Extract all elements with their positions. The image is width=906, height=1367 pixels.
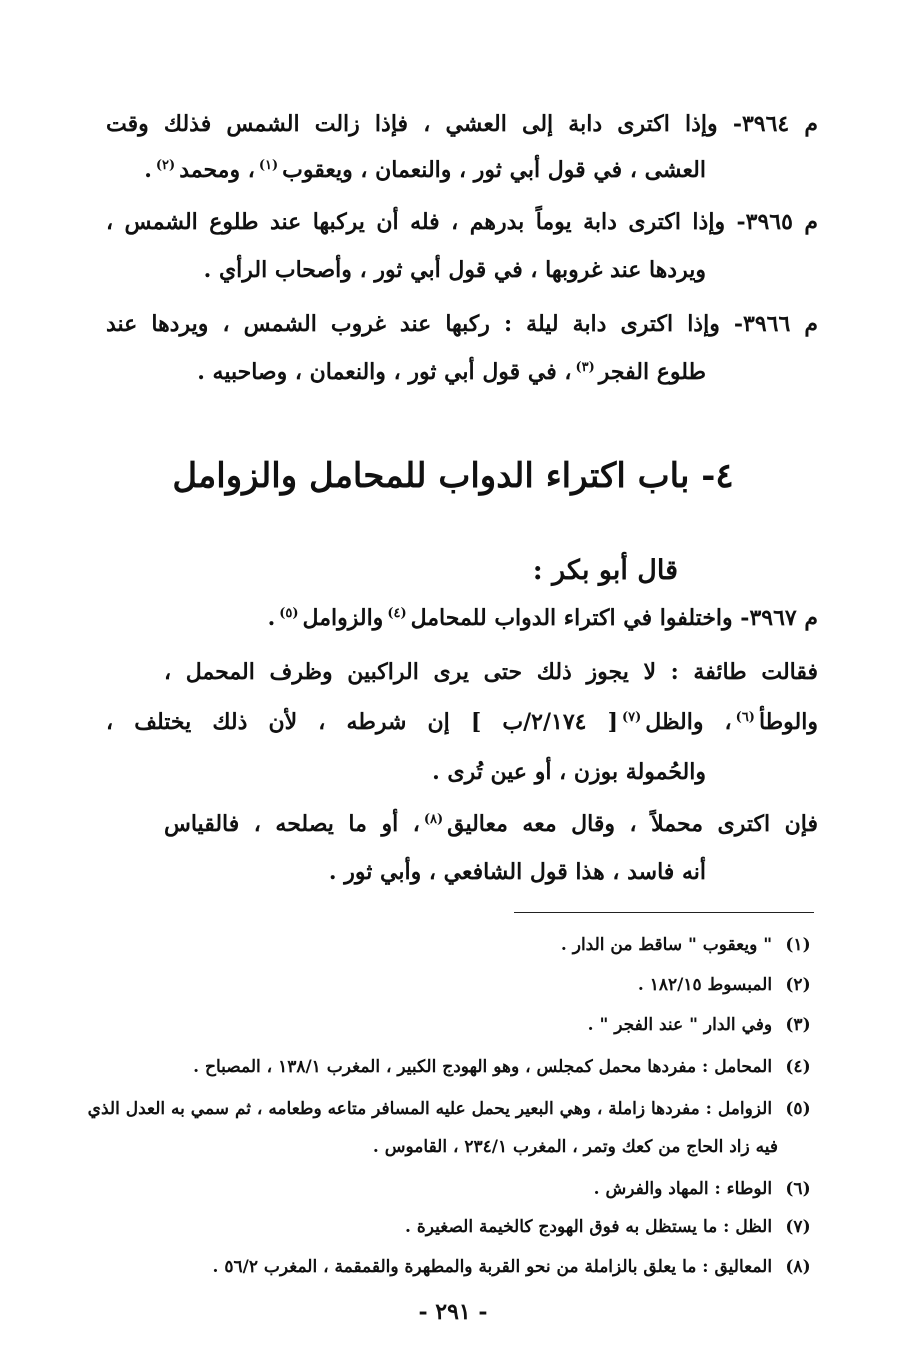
para-2-line-2: أنه فاسد ، هذا قول الشافعي ، وأبي ثور . (328, 859, 706, 885)
entry-3966-line-1: م ٣٩٦٦- وإذا اكترى دابة ليلة : ركبها عند غروب الشمس ، ويردها عند (106, 311, 819, 337)
entry-3965-line-1: م ٣٩٦٥- وإذا اكترى دابة يوماً بدرهم ، فله أن يركبها عند طلوع الشمس ، (106, 209, 819, 235)
text-segment: طلوع الفجر (598, 359, 706, 385)
para-1-line-3: والحُمولة بوزن ، أو عين تُرى . (432, 759, 706, 785)
footnote-7 (405, 1218, 818, 1237)
text-segment: العشى ، في قول أبي ثور ، والنعمان ، ويعقوب (282, 157, 706, 183)
footnote-separator (514, 912, 814, 913)
footnote-number: (٣) (785, 1015, 811, 1035)
entry-3967 (268, 606, 818, 630)
text-segment: ، ومحمد (179, 157, 255, 183)
footnote-text: الوطاء : المهاد والفرش . (593, 1179, 773, 1199)
footnote-ref: (٦) (735, 709, 755, 725)
footnote-number: (٨) (785, 1257, 811, 1277)
footnote-text: فيه زاد الحاج من كعك وتمر ، المغرب ٢٣٤/١ ، القاموس . (372, 1137, 778, 1157)
footnote-ref: (٧) (622, 709, 642, 725)
page-number: - ٢٩١ - (418, 1299, 488, 1325)
text-segment: ، في قول أبي ثور ، والنعمان ، وصاحبيه . (197, 359, 572, 385)
footnote-number: (٤) (785, 1057, 811, 1077)
text-segment: . (267, 605, 276, 631)
text-segment: والزوامل (302, 605, 384, 631)
footnote-5 (88, 1100, 818, 1119)
footnote-text: المبسوط ١٨٢/١٥ . (637, 975, 773, 995)
chapter-title: ٤- باب اكتراء الدواب للمحامل والزوامل (172, 456, 734, 496)
footnote-number: (٥) (785, 1099, 811, 1119)
footnote-1 (561, 936, 818, 955)
footnote-text: الظل : ما يستظل به فوق الهودج كالخيمة الصغيرة . (404, 1217, 773, 1237)
footnote-ref: (٤) (387, 605, 407, 621)
said-heading: قال أبو بكر : (532, 555, 678, 586)
footnote-text: الزوامل : مفردها زاملة ، وهي البعير يحمل عليه المسافر متاعه وطعامه ، ثم سمي به العدل الذي (87, 1099, 773, 1119)
text-segment: فإن اكترى محملاً ، وقال معه معاليق (447, 811, 818, 837)
footnote-number: (٢) (785, 975, 811, 995)
footnote-number: (٧) (785, 1217, 811, 1237)
footnote-ref: (١) (258, 157, 279, 173)
footnote-text: " ويعقوب " ساقط من الدار . (560, 935, 773, 955)
footnote-text: المحامل : مفردها محمل كمجلس ، وهو الهودج الكبير ، المغرب ١٣٨/١ ، المصباح . (193, 1057, 773, 1077)
para-1-line-1: فقالت طائفة : لا يجوز ذلك حتى يرى الراكبين وظرف المحمل ، (164, 659, 818, 685)
footnote-number: (١) (785, 935, 811, 955)
footnote-ref: (٣) (575, 359, 595, 375)
footnote-6 (594, 1180, 818, 1199)
footnote-text: وفي الدار " عند الفجر " . (587, 1015, 773, 1035)
footnote-4 (193, 1058, 818, 1077)
footnote-ref: (٢) (155, 157, 176, 173)
entry-3966-line-2 (197, 360, 706, 384)
footnote-number: (٦) (785, 1179, 811, 1199)
para-2-line-1 (164, 812, 818, 836)
footnote-text: المعاليق : ما يعلق بالزاملة من نحو القربة والمطهرة والقمقمة ، المغرب ٥٦/٢ . (212, 1257, 773, 1277)
text-segment: ، والظل (645, 709, 732, 735)
entry-3964-line-2 (144, 158, 706, 182)
footnote-5-continued (373, 1138, 778, 1157)
para-1-line-2 (106, 710, 818, 734)
entry-3964-line-1: م ٣٩٦٤- وإذا اكترى دابة إلى العشي ، فإذا زالت الشمس فذلك وقت (106, 111, 819, 137)
text-segment: . (144, 157, 152, 183)
entry-3965-line-2: ويردها عند غروبها ، في قول أبي ثور ، وأصحاب الرأي . (203, 257, 706, 283)
text-segment: ، أو ما يصلحه ، فالقياس (164, 811, 420, 837)
text-segment: م ٣٩٦٧- واختلفوا في اكتراء الدواب للمحامل (410, 605, 818, 631)
footnote-2 (638, 976, 818, 995)
footnote-3 (588, 1016, 818, 1035)
footnote-8 (213, 1258, 819, 1277)
text-segment: والوطأ (758, 709, 818, 735)
footnote-ref: (٥) (279, 605, 299, 621)
text-segment: [ ٢/١٧٤/ب ] إن شرطه ، لأن ذلك يختلف ، (106, 709, 618, 735)
footnote-ref: (٨) (423, 811, 444, 827)
